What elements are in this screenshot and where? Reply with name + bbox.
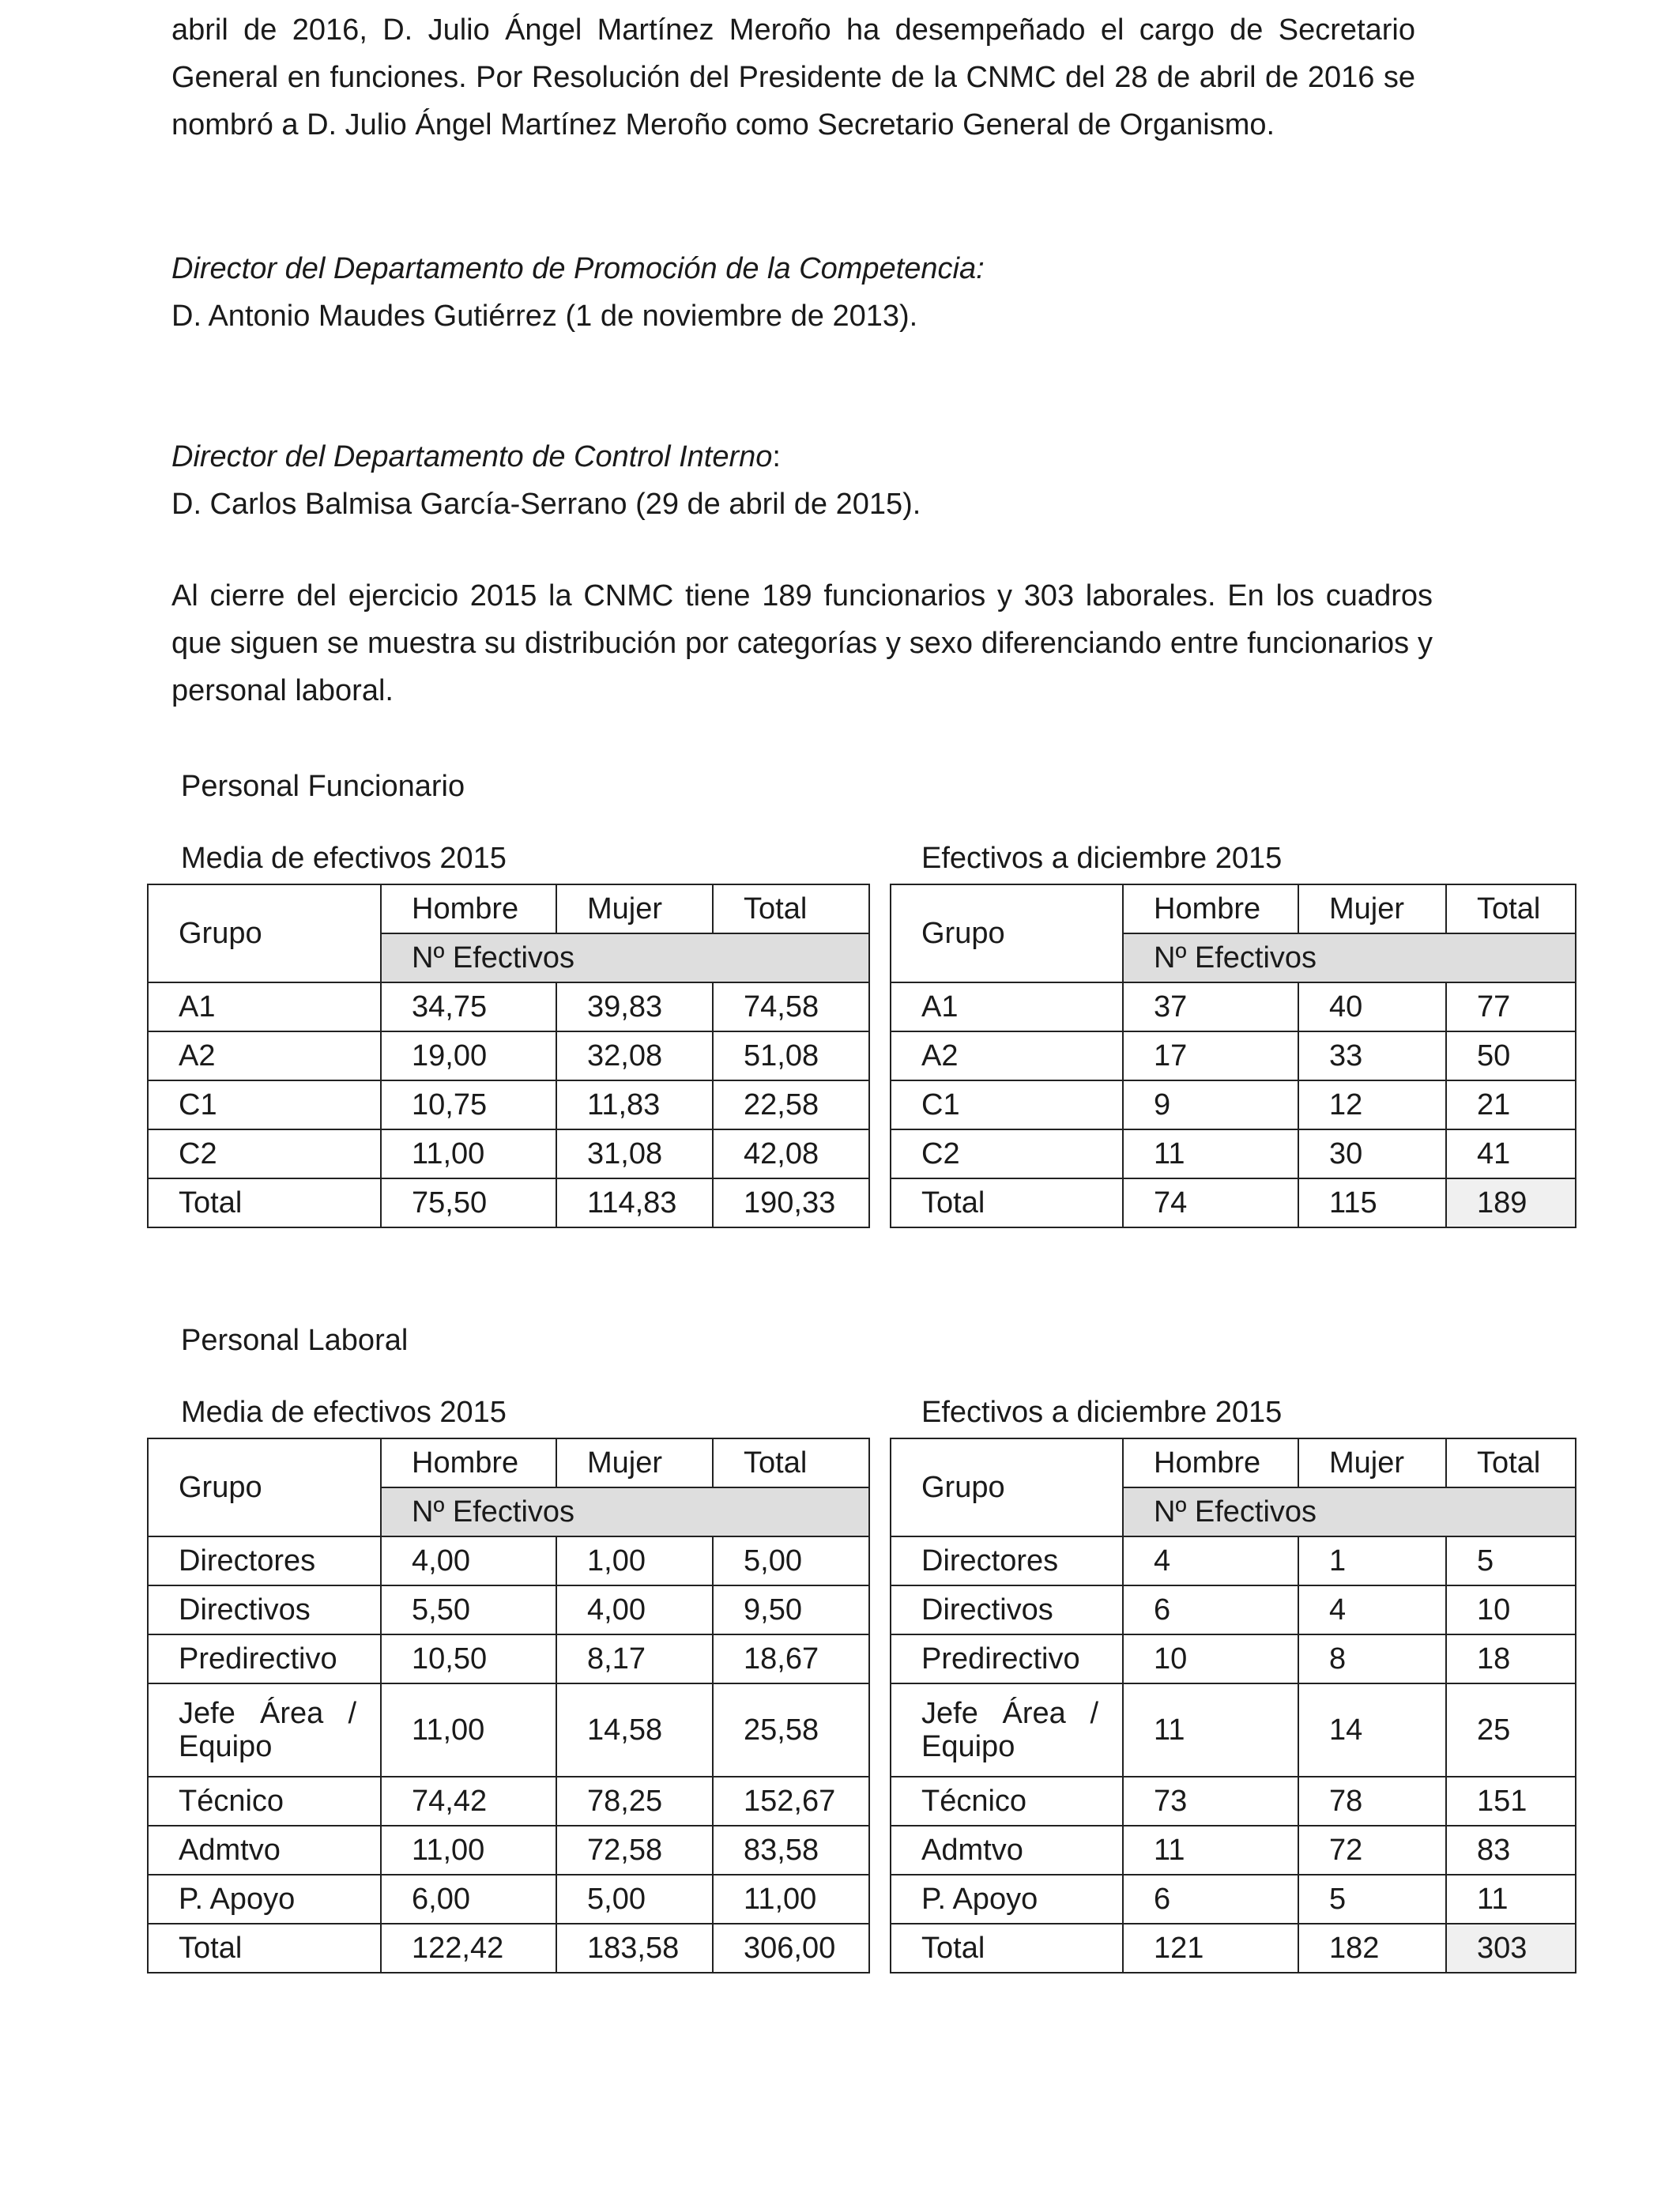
cell-mujer: 40 bbox=[1298, 982, 1446, 1031]
table-row bbox=[891, 1875, 1576, 1924]
cell-hombre: 37 bbox=[1123, 982, 1298, 1031]
cell-total: 83 bbox=[1446, 1826, 1576, 1875]
table-total-row bbox=[148, 1178, 869, 1227]
cell-grupo: Total bbox=[148, 1178, 381, 1227]
header-hombre: Hombre bbox=[381, 1438, 556, 1487]
cell-hombre: 11,00 bbox=[381, 1129, 556, 1178]
cell-mujer: 1 bbox=[1298, 1536, 1446, 1585]
header-mujer: Mujer bbox=[1298, 1438, 1446, 1487]
cell-total: 74,58 bbox=[713, 982, 869, 1031]
cell-total: 11 bbox=[1446, 1875, 1576, 1924]
table-row bbox=[891, 1777, 1576, 1826]
role-promocion-title: Director del Departamento de Promoción de la Competencia: bbox=[171, 252, 985, 285]
cell-total: 5 bbox=[1446, 1536, 1576, 1585]
table-row bbox=[148, 1634, 869, 1683]
header-efectivos: Nº Efectivos bbox=[381, 1487, 869, 1536]
cell-total: 83,58 bbox=[713, 1826, 869, 1875]
header-grupo: Grupo bbox=[891, 884, 1123, 982]
cell-grupo: Total bbox=[148, 1924, 381, 1973]
table-row bbox=[148, 1129, 869, 1178]
cell-total: 41 bbox=[1446, 1129, 1576, 1178]
cell-total: 189 bbox=[1446, 1178, 1576, 1227]
cell-total: 5,00 bbox=[713, 1536, 869, 1585]
cell-hombre: 10,75 bbox=[381, 1080, 556, 1129]
cell-mujer: 183,58 bbox=[556, 1924, 713, 1973]
table-row bbox=[148, 1777, 869, 1826]
cell-mujer: 31,08 bbox=[556, 1129, 713, 1178]
cell-grupo: C1 bbox=[148, 1080, 381, 1129]
cell-mujer: 14 bbox=[1298, 1683, 1446, 1777]
table-row bbox=[891, 1031, 1576, 1080]
cell-total: 151 bbox=[1446, 1777, 1576, 1826]
header-total: Total bbox=[1446, 884, 1576, 933]
table-laboral-media bbox=[147, 1438, 870, 1973]
header-hombre: Hombre bbox=[1123, 1438, 1298, 1487]
cell-grupo: C1 bbox=[891, 1080, 1123, 1129]
role-control-interno bbox=[171, 433, 921, 528]
header-efectivos: Nº Efectivos bbox=[1123, 933, 1576, 982]
cell-mujer: 182 bbox=[1298, 1924, 1446, 1973]
table-row bbox=[148, 1875, 869, 1924]
table-row bbox=[148, 1585, 869, 1634]
cell-hombre: 9 bbox=[1123, 1080, 1298, 1129]
table-title-laboral-media: Media de efectivos 2015 bbox=[181, 1396, 507, 1429]
cell-hombre: 10 bbox=[1123, 1634, 1298, 1683]
cell-grupo: Técnico bbox=[148, 1777, 381, 1826]
cell-mujer: 30 bbox=[1298, 1129, 1446, 1178]
cell-total: 77 bbox=[1446, 982, 1576, 1031]
cell-hombre: 17 bbox=[1123, 1031, 1298, 1080]
cell-mujer: 115 bbox=[1298, 1178, 1446, 1227]
cell-total: 50 bbox=[1446, 1031, 1576, 1080]
table-title-funcionario-media: Media de efectivos 2015 bbox=[181, 842, 507, 875]
cell-mujer: 8 bbox=[1298, 1634, 1446, 1683]
section-title-laboral: Personal Laboral bbox=[181, 1324, 409, 1357]
table-row bbox=[148, 982, 869, 1031]
cell-mujer: 4 bbox=[1298, 1585, 1446, 1634]
cell-mujer: 5,00 bbox=[556, 1875, 713, 1924]
table-row bbox=[891, 1683, 1576, 1777]
cell-mujer: 78 bbox=[1298, 1777, 1446, 1826]
cell-mujer: 32,08 bbox=[556, 1031, 713, 1080]
cell-grupo: A1 bbox=[891, 982, 1123, 1031]
cell-grupo: C2 bbox=[148, 1129, 381, 1178]
intro-paragraph-cierre: Al cierre del ejercicio 2015 la CNMC tiene 189 funcionarios y 303 laborales. En los cuadros que siguen se muestra su distribución por categorías y sexo diferenciando entre funcionarios y personal laboral. bbox=[171, 579, 1433, 707]
cell-total: 51,08 bbox=[713, 1031, 869, 1080]
header-total: Total bbox=[1446, 1438, 1576, 1487]
header-efectivos: Nº Efectivos bbox=[381, 933, 869, 982]
cell-total: 11,00 bbox=[713, 1875, 869, 1924]
cell-mujer: 72 bbox=[1298, 1826, 1446, 1875]
cell-total: 303 bbox=[1446, 1924, 1576, 1973]
cell-mujer: 39,83 bbox=[556, 982, 713, 1031]
cell-mujer: 33 bbox=[1298, 1031, 1446, 1080]
cell-grupo: Predirectivo bbox=[891, 1634, 1123, 1683]
table-title-laboral-dic: Efectivos a diciembre 2015 bbox=[921, 1396, 1283, 1429]
table-row bbox=[148, 1536, 869, 1585]
table-row bbox=[148, 1031, 869, 1080]
cell-grupo: A1 bbox=[148, 982, 381, 1031]
cell-grupo: Técnico bbox=[891, 1777, 1123, 1826]
cell-hombre: 74 bbox=[1123, 1178, 1298, 1227]
cell-mujer: 78,25 bbox=[556, 1777, 713, 1826]
cell-grupo: Directivos bbox=[891, 1585, 1123, 1634]
cell-total: 18,67 bbox=[713, 1634, 869, 1683]
role-promocion-name: D. Antonio Maudes Gutiérrez (1 de noviembre de 2013). bbox=[171, 300, 918, 333]
role-promocion bbox=[171, 245, 985, 340]
role-control-title: Director del Departamento de Control Interno bbox=[171, 440, 773, 473]
cell-grupo: Admtvo bbox=[891, 1826, 1123, 1875]
header-efectivos: Nº Efectivos bbox=[1123, 1487, 1576, 1536]
table-row bbox=[148, 1683, 869, 1777]
cell-hombre: 6 bbox=[1123, 1875, 1298, 1924]
cell-total: 42,08 bbox=[713, 1129, 869, 1178]
cell-total: 25 bbox=[1446, 1683, 1576, 1777]
cell-grupo: Jefe Área / Equipo bbox=[148, 1683, 381, 1777]
cell-mujer: 14,58 bbox=[556, 1683, 713, 1777]
cell-hombre: 6,00 bbox=[381, 1875, 556, 1924]
cell-mujer: 72,58 bbox=[556, 1826, 713, 1875]
cell-hombre: 6 bbox=[1123, 1585, 1298, 1634]
cell-hombre: 4,00 bbox=[381, 1536, 556, 1585]
cell-grupo: Total bbox=[891, 1178, 1123, 1227]
role-control-colon: : bbox=[772, 440, 781, 473]
intro-paragraph-secretario: abril de 2016, D. Julio Ángel Martínez Meroño ha desempeñado el cargo de Secretario General en funciones. Por Resolución del Presidente de la CNMC del 28 de abril de 2016 se nombró a D. Julio Ángel Martínez Meroño como Secretario General de Organismo. bbox=[171, 13, 1415, 141]
header-grupo: Grupo bbox=[891, 1438, 1123, 1536]
cell-total: 306,00 bbox=[713, 1924, 869, 1973]
cell-total: 152,67 bbox=[713, 1777, 869, 1826]
header-total: Total bbox=[713, 1438, 869, 1487]
table-funcionario-media bbox=[147, 884, 870, 1228]
role-control-name: D. Carlos Balmisa García-Serrano (29 de abril de 2015). bbox=[171, 488, 921, 521]
cell-total: 10 bbox=[1446, 1585, 1576, 1634]
cell-mujer: 12 bbox=[1298, 1080, 1446, 1129]
cell-mujer: 1,00 bbox=[556, 1536, 713, 1585]
table-row bbox=[891, 1129, 1576, 1178]
header-total: Total bbox=[713, 884, 869, 933]
cell-grupo: Directores bbox=[891, 1536, 1123, 1585]
table-row bbox=[891, 1585, 1576, 1634]
table-row bbox=[891, 982, 1576, 1031]
cell-hombre: 74,42 bbox=[381, 1777, 556, 1826]
cell-hombre: 19,00 bbox=[381, 1031, 556, 1080]
cell-total: 21 bbox=[1446, 1080, 1576, 1129]
header-grupo: Grupo bbox=[148, 884, 381, 982]
cell-hombre: 121 bbox=[1123, 1924, 1298, 1973]
cell-total: 25,58 bbox=[713, 1683, 869, 1777]
header-row bbox=[148, 884, 869, 933]
cell-grupo: Directores bbox=[148, 1536, 381, 1585]
cell-hombre: 11 bbox=[1123, 1826, 1298, 1875]
table-row bbox=[891, 1536, 1576, 1585]
header-row bbox=[148, 1438, 869, 1487]
cell-total: 190,33 bbox=[713, 1178, 869, 1227]
header-grupo: Grupo bbox=[148, 1438, 381, 1536]
cell-grupo: P. Apoyo bbox=[148, 1875, 381, 1924]
header-hombre: Hombre bbox=[1123, 884, 1298, 933]
header-row bbox=[891, 884, 1576, 933]
table-total-row bbox=[148, 1924, 869, 1973]
cell-hombre: 73 bbox=[1123, 1777, 1298, 1826]
table-row bbox=[891, 1826, 1576, 1875]
cell-mujer: 11,83 bbox=[556, 1080, 713, 1129]
cell-total: 18 bbox=[1446, 1634, 1576, 1683]
cell-mujer: 114,83 bbox=[556, 1178, 713, 1227]
cell-hombre: 75,50 bbox=[381, 1178, 556, 1227]
cell-grupo: Admtvo bbox=[148, 1826, 381, 1875]
table-row bbox=[148, 1826, 869, 1875]
cell-grupo: Predirectivo bbox=[148, 1634, 381, 1683]
header-mujer: Mujer bbox=[556, 1438, 713, 1487]
cell-total: 9,50 bbox=[713, 1585, 869, 1634]
header-hombre: Hombre bbox=[381, 884, 556, 933]
table-row bbox=[891, 1634, 1576, 1683]
table-funcionario-dic bbox=[890, 884, 1576, 1228]
section-title-funcionario: Personal Funcionario bbox=[181, 770, 465, 803]
cell-hombre: 4 bbox=[1123, 1536, 1298, 1585]
cell-hombre: 11,00 bbox=[381, 1683, 556, 1777]
cell-hombre: 11 bbox=[1123, 1683, 1298, 1777]
cell-grupo: P. Apoyo bbox=[891, 1875, 1123, 1924]
table-title-funcionario-dic: Efectivos a diciembre 2015 bbox=[921, 842, 1283, 875]
cell-grupo: C2 bbox=[891, 1129, 1123, 1178]
cell-total: 22,58 bbox=[713, 1080, 869, 1129]
table-row bbox=[891, 1080, 1576, 1129]
header-mujer: Mujer bbox=[1298, 884, 1446, 933]
cell-grupo: Total bbox=[891, 1924, 1123, 1973]
cell-mujer: 8,17 bbox=[556, 1634, 713, 1683]
cell-grupo: A2 bbox=[891, 1031, 1123, 1080]
cell-grupo: A2 bbox=[148, 1031, 381, 1080]
table-row bbox=[148, 1080, 869, 1129]
cell-hombre: 34,75 bbox=[381, 982, 556, 1031]
cell-mujer: 4,00 bbox=[556, 1585, 713, 1634]
cell-grupo: Directivos bbox=[148, 1585, 381, 1634]
table-total-row bbox=[891, 1924, 1576, 1973]
table-laboral-dic bbox=[890, 1438, 1576, 1973]
header-row bbox=[891, 1438, 1576, 1487]
cell-mujer: 5 bbox=[1298, 1875, 1446, 1924]
cell-hombre: 5,50 bbox=[381, 1585, 556, 1634]
table-total-row bbox=[891, 1178, 1576, 1227]
cell-hombre: 10,50 bbox=[381, 1634, 556, 1683]
header-mujer: Mujer bbox=[556, 884, 713, 933]
cell-hombre: 11,00 bbox=[381, 1826, 556, 1875]
cell-hombre: 122,42 bbox=[381, 1924, 556, 1973]
cell-grupo: Jefe Área / Equipo bbox=[891, 1683, 1123, 1777]
cell-hombre: 11 bbox=[1123, 1129, 1298, 1178]
